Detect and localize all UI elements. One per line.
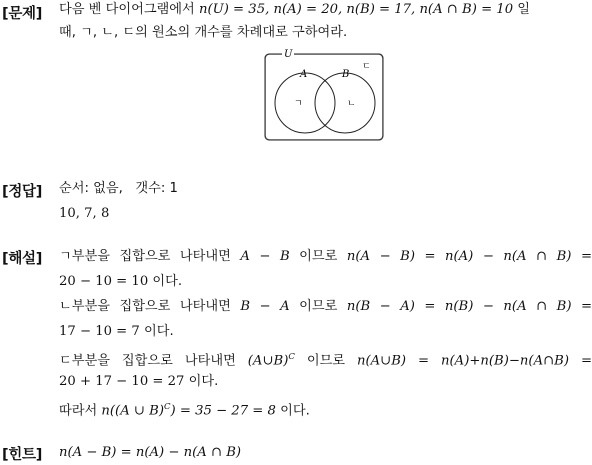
answer-tag: [정답] bbox=[2, 184, 43, 200]
explanation-text: 이다. bbox=[139, 324, 174, 339]
set-expression: A − B bbox=[240, 249, 290, 264]
universe-label: U bbox=[284, 49, 293, 60]
hint-tag: [힌트] bbox=[2, 447, 43, 463]
formula: n((A ∪ B) bbox=[101, 403, 164, 419]
complement-sup: C bbox=[288, 352, 295, 362]
explanation-text: 이므로 bbox=[294, 353, 358, 369]
formula: n(A − B) = n(A) − n(A ∩ B) = bbox=[346, 249, 592, 264]
explanation-text: ㄱ부분을 집합으로 나타내면 bbox=[59, 249, 241, 264]
explanation-text: 이다. bbox=[148, 274, 183, 289]
set-expression: (A∪B) bbox=[247, 353, 289, 369]
explanation-text: 따라서 bbox=[59, 403, 102, 419]
formula: ) = 35 − 27 = 8 bbox=[170, 403, 276, 419]
calculation: 17 − 10 = 7 bbox=[59, 324, 140, 339]
region-d-label: ㄷ bbox=[362, 62, 371, 72]
set-expression: B − A bbox=[240, 299, 290, 314]
explanation-text: 이므로 bbox=[289, 249, 347, 264]
problem-line-1 bbox=[59, 1, 530, 19]
calculation: 20 − 10 = 10 bbox=[59, 274, 149, 289]
hint-formula: n(A − B) = n(A) − n(A ∩ B) bbox=[59, 445, 242, 460]
explanation-line-7 bbox=[59, 398, 310, 420]
explanation-text: 이다. bbox=[275, 403, 310, 419]
set-b-circle bbox=[315, 73, 375, 133]
explanation-line-5 bbox=[59, 348, 592, 370]
problem-text: 다음 벤 다이어그램에서 bbox=[59, 2, 199, 17]
problem-text-end: 일 bbox=[513, 2, 531, 17]
set-a-circle bbox=[275, 73, 335, 133]
explanation-line-6 bbox=[59, 373, 218, 391]
explanation-line-1 bbox=[59, 248, 592, 266]
explanation-line-4 bbox=[59, 323, 174, 341]
region-g-label: ㄱ bbox=[294, 99, 303, 109]
formula: n(B − A) = n(B) − n(A ∩ B) = bbox=[346, 299, 592, 314]
explanation-text: 이다. bbox=[184, 374, 219, 389]
region-n-label: ㄴ bbox=[347, 99, 356, 109]
explanation-line-3 bbox=[59, 298, 592, 316]
explanation-line-2 bbox=[59, 273, 182, 291]
explanation-text: ㄷ부분을 집합으로 나타내면 bbox=[59, 353, 248, 369]
problem-line-2: 때, ㄱ, ㄴ, ㄷ의 원소의 개수를 차례대로 구하여라. bbox=[59, 25, 348, 40]
explanation-text: 이므로 bbox=[289, 299, 347, 314]
venn-diagram bbox=[263, 47, 387, 143]
formula: n(A∪B) = n(A)+n(B)−n(A∩B) = bbox=[357, 353, 592, 369]
complement-sup: C bbox=[164, 402, 171, 412]
problem-tag: [문제] bbox=[2, 6, 43, 22]
set-a-label: A bbox=[300, 69, 308, 80]
problem-given-values: n(U) = 35, n(A) = 20, n(B) = 17, n(A ∩ B) = 10 bbox=[198, 2, 514, 17]
calculation: 20 + 17 − 10 = 27 bbox=[59, 374, 185, 389]
answer-values: 10, 7, 8 bbox=[59, 206, 110, 221]
explanation-text: ㄴ부분을 집합으로 나타내면 bbox=[59, 299, 241, 314]
answer-line-1: 순서: 없음, 갯수: 1 bbox=[59, 181, 178, 196]
explanation-tag: [해설] bbox=[2, 251, 43, 267]
set-b-label: B bbox=[342, 69, 350, 80]
